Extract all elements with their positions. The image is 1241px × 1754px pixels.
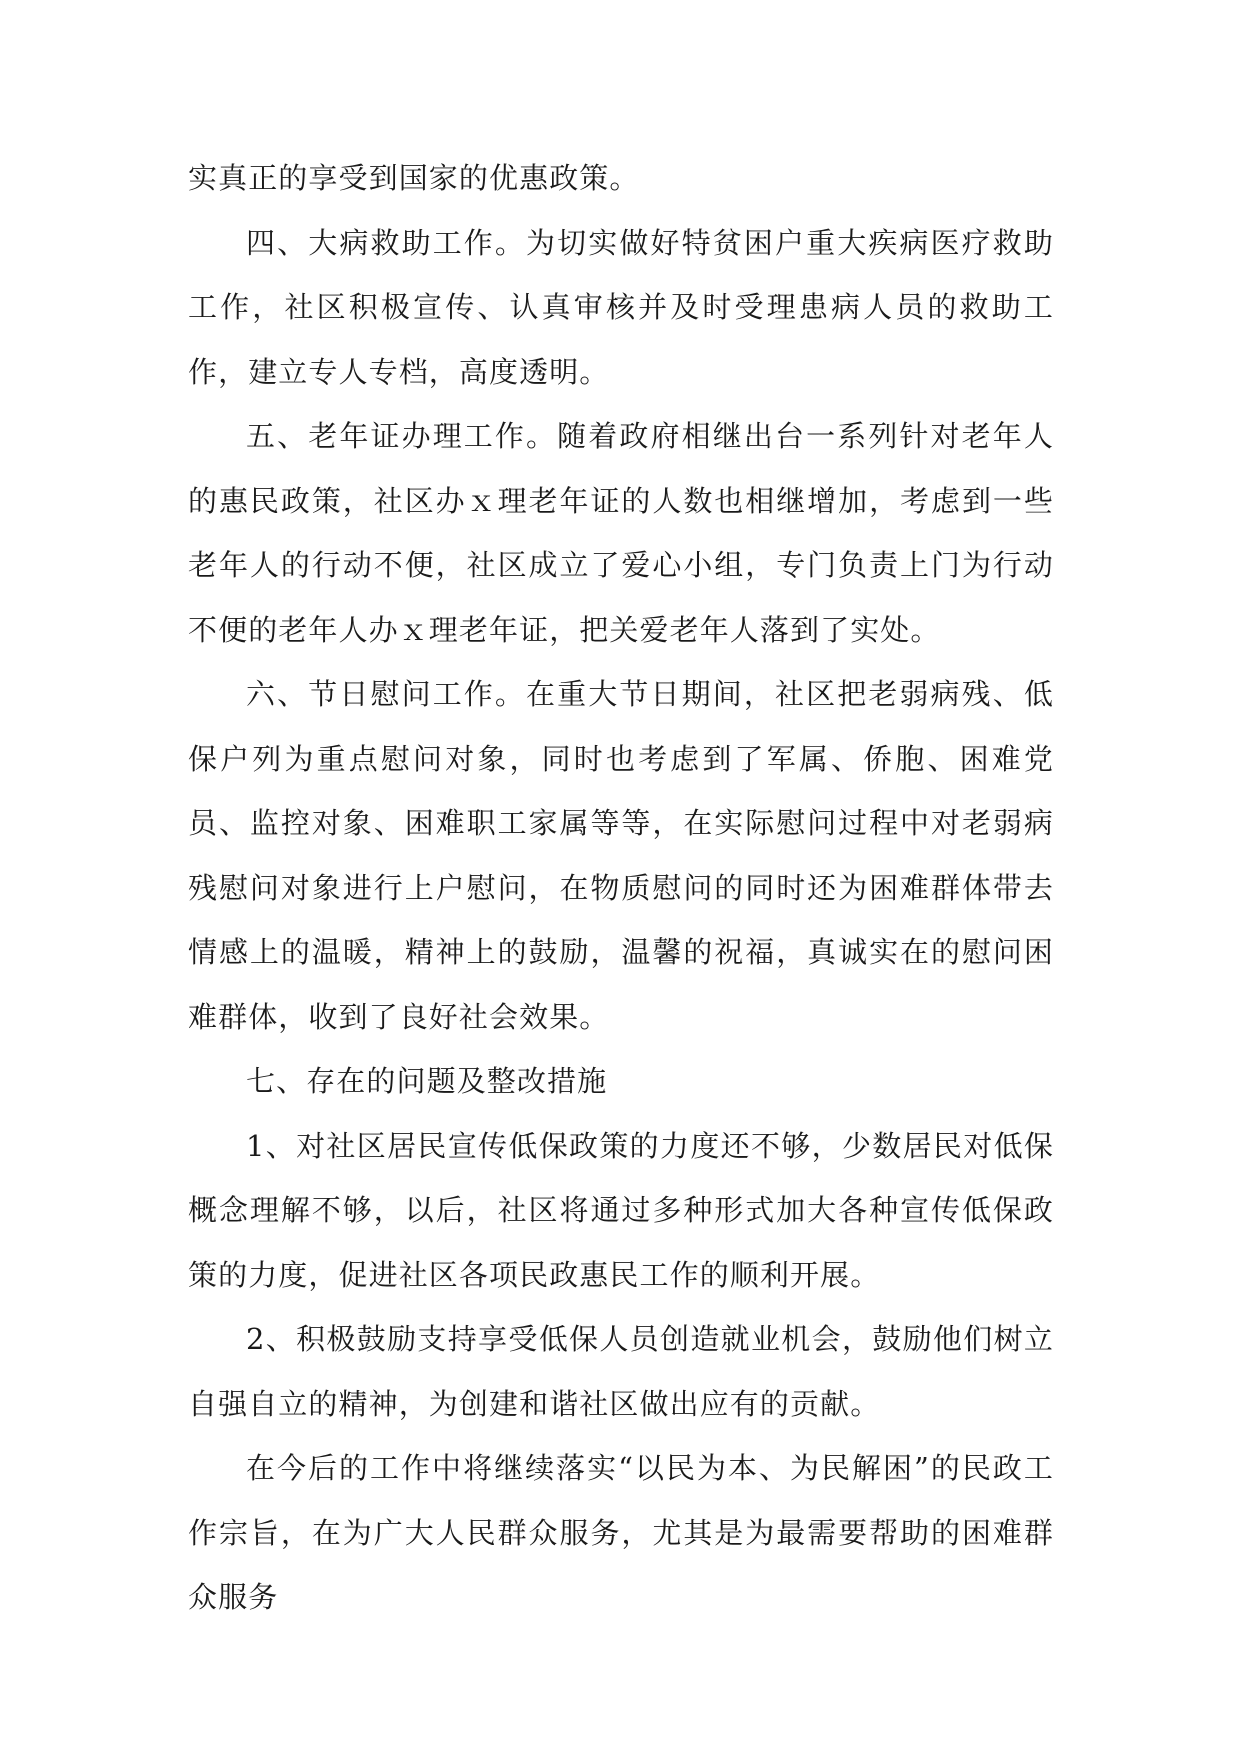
paragraph-future-work: 在今后的工作中将继续落实“以民为本、为民解困”的民政工作宗旨，在为广大人民群众服务，尤其是为最需要帮助的困难群众服务 <box>188 1451 1054 1614</box>
paragraph-major-illness-aid: 四、大病救助工作。为切实做好特贫困户重大疾病医疗救助工作，社区积极宣传、认真审核并及时受理患病人员的救助工作，建立专人专档，高度透明。 <box>188 225 1054 389</box>
paragraph-holiday-visits: 六、节日慰问工作。在重大节日期间，社区把老弱病残、低保户列为重点慰问对象，同时也考虑到了军属、侨胞、困难党员、监控对象、困难职工家属等等，在实际慰问过程中对老弱病残慰问对象进行上户慰问，在物质慰问的同时还为困难群体带去情感上的温暖，精神上的鼓励，温馨的祝福，真诚实在的慰问困难群体，收到了良好社会效果。 <box>188 677 1054 1034</box>
document-body <box>188 146 1054 1630</box>
paragraph-senior-certificate: 五、老年证办理工作。随着政府相继出台一系列针对老年人的惠民政策，社区办ｘ理老年证的人数也相继增加，考虑到一些老年人的行动不便，社区成立了爱心小组，专门负责上门为行动不便的老年人办ｘ理老年证，把关爱老年人落到了实处。 <box>188 419 1054 647</box>
paragraph-continuation: 实真正的享受到国家的优惠政策。 <box>188 161 640 195</box>
paragraph-problems-heading: 七、存在的问题及整改措施 <box>246 1064 608 1098</box>
paragraph-measure-1: 1、对社区居民宣传低保政策的力度还不够，少数居民对低保概念理解不够，以后，社区将通过多种形式加大各种宣传低保政策的力度，促进社区各项民政惠民工作的顺利开展。 <box>188 1128 1054 1292</box>
paragraph-measure-2: 2、积极鼓励支持享受低保人员创造就业机会，鼓励他们树立自强自立的精神，为创建和谐社区做出应有的贡献。 <box>188 1322 1054 1421</box>
